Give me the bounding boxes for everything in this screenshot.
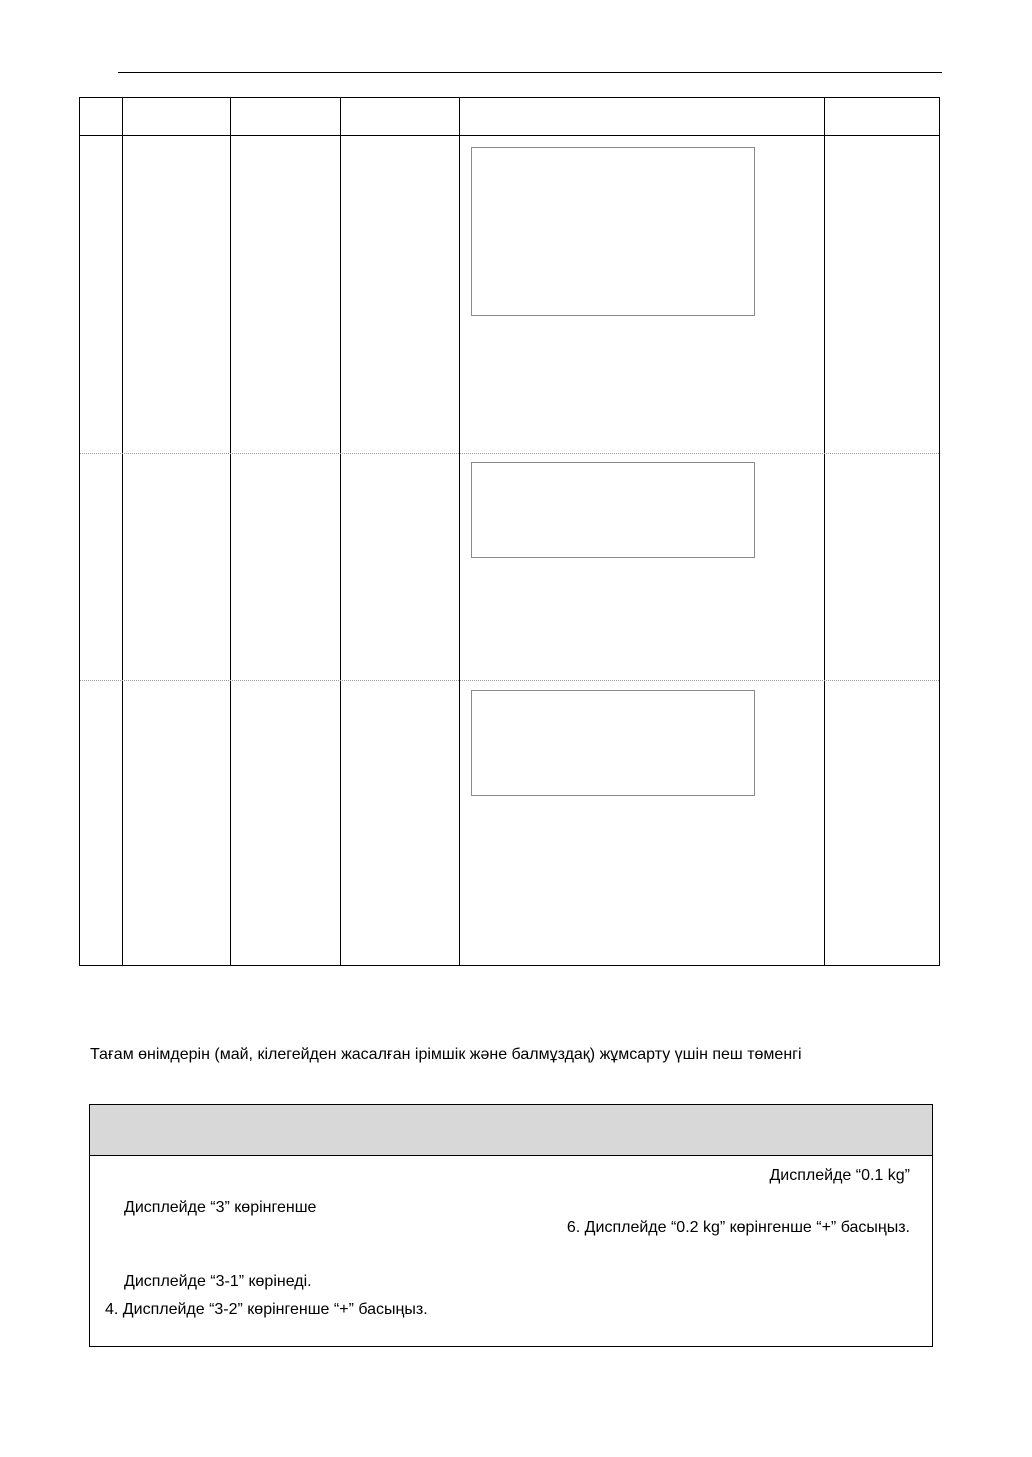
instruction-line: Дисплейде “3-1” көрінеді. <box>124 1273 312 1290</box>
column-divider <box>459 97 460 966</box>
row-separator <box>80 680 939 681</box>
column-divider <box>824 97 825 966</box>
instruction-header <box>90 1105 932 1156</box>
display-illustration <box>471 690 755 796</box>
header-rule <box>118 72 942 73</box>
column-divider <box>122 97 123 966</box>
instruction-box <box>89 1104 933 1347</box>
column-divider <box>230 97 231 966</box>
column-divider <box>340 97 341 966</box>
table-header-row <box>79 135 940 136</box>
row-separator <box>80 453 939 454</box>
display-illustration <box>471 147 755 316</box>
intro-paragraph: Тағам өнімдерін (май, кілегейден жасалған ірімшік және балмұздақ) жұмсарту үшін пеш төменгі <box>90 1046 802 1063</box>
display-illustration <box>471 462 755 558</box>
instruction-line: Дисплейде “3” көрінгенше <box>124 1199 317 1216</box>
instruction-step: 6. Дисплейде “0.2 kg” көрінгенше “+” басыңыз. <box>566 1219 910 1236</box>
instruction-line: Дисплейде “0.1 kg” <box>769 1167 910 1184</box>
instruction-step: 4. Дисплейде “3-2” көрінгенше “+” басыңыз. <box>105 1301 428 1318</box>
